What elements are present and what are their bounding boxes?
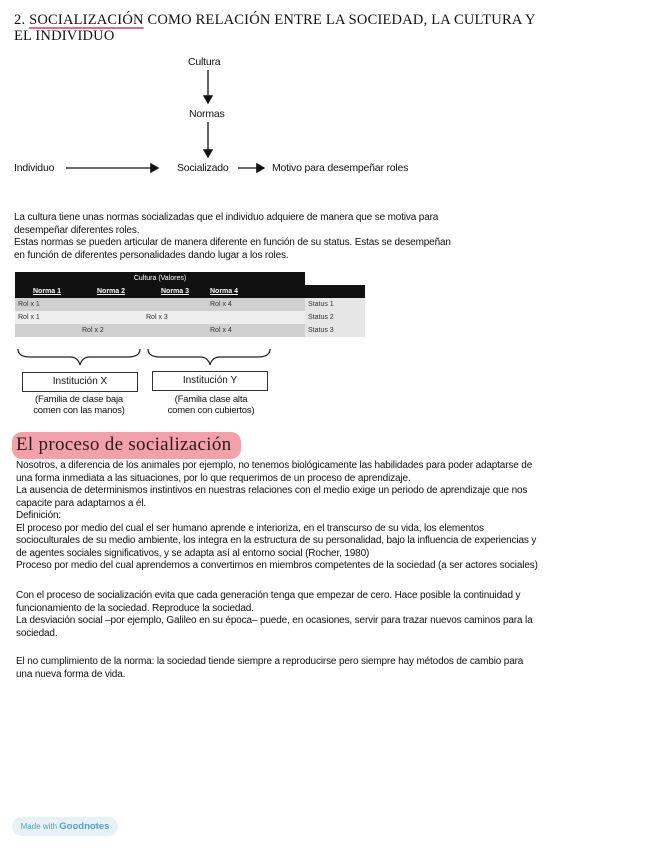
brace-y (148, 349, 270, 365)
institution-x-box: Institución X (22, 372, 138, 392)
norms-table (15, 272, 365, 337)
intro-paragraph (14, 212, 634, 262)
table-cell (143, 298, 207, 311)
table-row (15, 311, 365, 324)
institution-braces (0, 345, 300, 369)
section-body-2 (16, 590, 640, 640)
table-cell (79, 311, 143, 324)
intro-line: La cultura tiene unas normas socializadas que el individuo adquiere de manera que se motiva para (14, 212, 439, 223)
diagram-cultura: Cultura (188, 56, 221, 68)
body-line: La desviación social –por ejemplo, Galileo en su época– puede, en ocasiones, servir para trazar nuevos caminos para la (16, 615, 533, 626)
table-cell: Rol x 1 (15, 298, 79, 311)
title-underlined-word: SOCIALIZACIÓN (29, 12, 144, 28)
diagram-arrows (0, 0, 656, 200)
body-line: una forma inmediata a las situaciones, por lo que requerimos de un proceso de aprendizaje. (16, 472, 411, 484)
table-row (15, 324, 365, 337)
status-cell: Status 3 (305, 324, 365, 337)
body-line: sociedad. (16, 627, 58, 639)
table-column-header: Norma 2 (79, 285, 143, 298)
body-line: Nosotros, a diferencia de los animales por ejemplo, no tenemos biológicamente las habilidades para poder adaptarse de (16, 460, 533, 471)
section-heading: El proceso de socialización (12, 432, 241, 459)
table-column-header: Norma 4 (207, 285, 241, 298)
body-line: funcionamiento de la sociedad. Reproduce la sociedad. (16, 602, 254, 614)
body-line: Definición: (16, 510, 62, 521)
intro-line: Estas normas se pueden articular de manera diferente en función de su status. Estas se desempeñan (14, 237, 451, 248)
diagram-individuo: Individuo (14, 162, 55, 174)
table-column-header: Norma 1 (15, 285, 79, 298)
note-line: comen con cubiertos) (167, 405, 255, 416)
table-cell (207, 311, 305, 324)
title-number: 2. (14, 12, 26, 28)
note-line: comen con las manos) (33, 405, 125, 416)
table-column-header: Norma 3 (143, 285, 207, 298)
table-cell: Rol x 2 (79, 324, 143, 337)
institution-y-box: Institución Y (152, 371, 268, 391)
body-line: socioculturales de su medio ambiente, los integra en la estructura de su personalidad, bajo la influencia de experiencias y (16, 535, 537, 546)
badge-brand: Goodnotes (59, 821, 110, 832)
note-line: (Familia de clase baja (34, 394, 123, 405)
table-header: Cultura (Valores) (79, 272, 241, 285)
status-cell: Status 2 (305, 311, 365, 324)
intro-line: en función de diferentes personalidades dando lugar a los roles. (14, 249, 289, 261)
table-cell (15, 324, 79, 337)
section-heading-wrap (12, 432, 241, 459)
diagram-socializado: Socializado (177, 162, 229, 174)
note-line: (Familia clase alta (174, 394, 248, 405)
body-line: de agentes sociales significativos, y se adapta así al entorno social (Rocher, 1980) (16, 547, 370, 559)
status-cell: Status 1 (305, 298, 365, 311)
body-line: El no cumplimiento de la norma: la sociedad tiende siempre a reproducirse pero siempre hay métodos de cambio para (16, 656, 524, 667)
body-line: Proceso por medio del cual aprendemos a convertirnos en miembros competentes de la sociedad (a ser actores sociales) (16, 560, 538, 571)
table-cell: Rol x 3 (143, 311, 207, 324)
badge-prefix: Made with (20, 822, 58, 831)
intro-line: desempeñar diferentes roles. (14, 224, 140, 236)
body-line: El proceso por medio del cual el ser humano aprende e interioriza, en el transcurso de su vida, los elementos (16, 522, 484, 534)
body-line: La ausencia de determinismos instintivos en nuestras relaciones con el medio exige un periodo de aprendizaje que nos (16, 485, 528, 496)
table-cell (143, 324, 207, 337)
diagram-normas: Normas (189, 108, 225, 120)
table-row (15, 298, 365, 311)
table-cell: Rol x 4 (207, 298, 305, 311)
goodnotes-badge (12, 817, 118, 836)
body-line: capacite para adaptarnos a él. (16, 497, 147, 509)
section-body (16, 460, 640, 573)
title-line2: EL INDIVIDUO (14, 28, 115, 44)
institution-x-note (14, 394, 144, 416)
body-line: Con el proceso de socialización evita que cada generación tenga que empezar de cero. Hace posible la continuidad y (16, 590, 521, 601)
table-cell (79, 298, 143, 311)
diagram-motivo: Motivo para desempeñar roles (272, 162, 409, 174)
brace-x (18, 349, 140, 365)
table-cell: Rol x 4 (207, 324, 305, 337)
institution-y-note (146, 394, 276, 416)
table-cell: Rol x 1 (15, 311, 79, 324)
title-rest: COMO RELACIÓN ENTRE LA SOCIEDAD, LA CULTURA Y (147, 12, 536, 28)
section-body-3 (16, 656, 640, 681)
body-line: una nueva forma de vida. (16, 668, 126, 680)
